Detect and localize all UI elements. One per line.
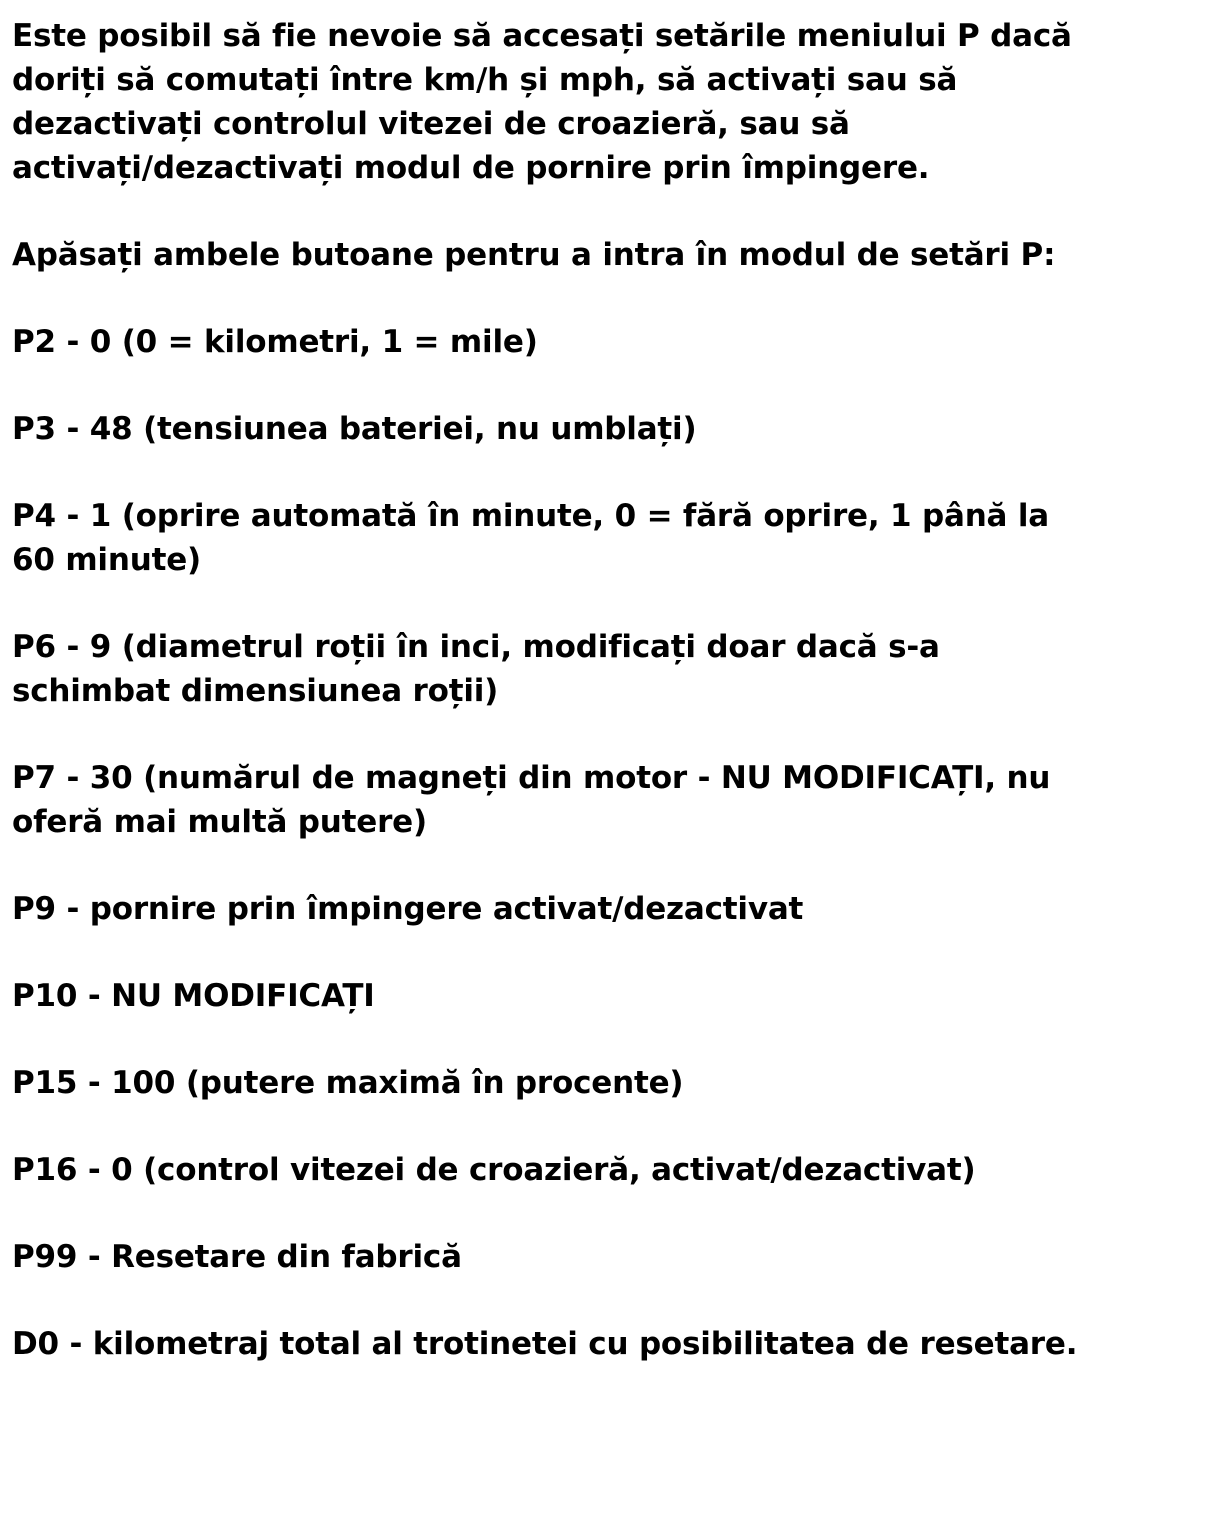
instruction-paragraph: Apăsați ambele butoane pentru a intra în modul de setări P: — [12, 237, 1056, 273]
setting-p99: P99 - Resetare din fabrică — [12, 1239, 462, 1275]
setting-d0: D0 - kilometraj total al trotinetei cu posibilitatea de resetare. — [12, 1326, 1078, 1362]
setting-p6: P6 - 9 (diametrul roții în inci, modificați doar dacă s-a schimbat dimensiunea roții) — [12, 629, 940, 709]
setting-p3: P3 - 48 (tensiunea bateriei, nu umblați) — [12, 411, 697, 447]
setting-p4: P4 - 1 (oprire automată în minute, 0 = fără oprire, 1 până la 60 minute) — [12, 498, 1050, 578]
setting-p10: P10 - NU MODIFICAȚI — [12, 978, 375, 1014]
setting-p15: P15 - 100 (putere maximă în procente) — [12, 1065, 684, 1101]
setting-p2: P2 - 0 (0 = kilometri, 1 = mile) — [12, 324, 538, 360]
setting-p9: P9 - pornire prin împingere activat/dezactivat — [12, 891, 804, 927]
document-body — [12, 14, 1192, 1366]
intro-paragraph: Este posibil să fie nevoie să accesați setările meniului P dacă doriți să comutați între km/h și mph, să activați sau să dezactivați controlul vitezei de croazieră, sau să activați/dezactivați modul de pornire prin împingere. — [12, 18, 1072, 186]
setting-p7: P7 - 30 (numărul de magneți din motor - NU MODIFICAȚI, nu oferă mai multă putere) — [12, 760, 1051, 840]
setting-p16: P16 - 0 (control vitezei de croazieră, activat/dezactivat) — [12, 1152, 976, 1188]
